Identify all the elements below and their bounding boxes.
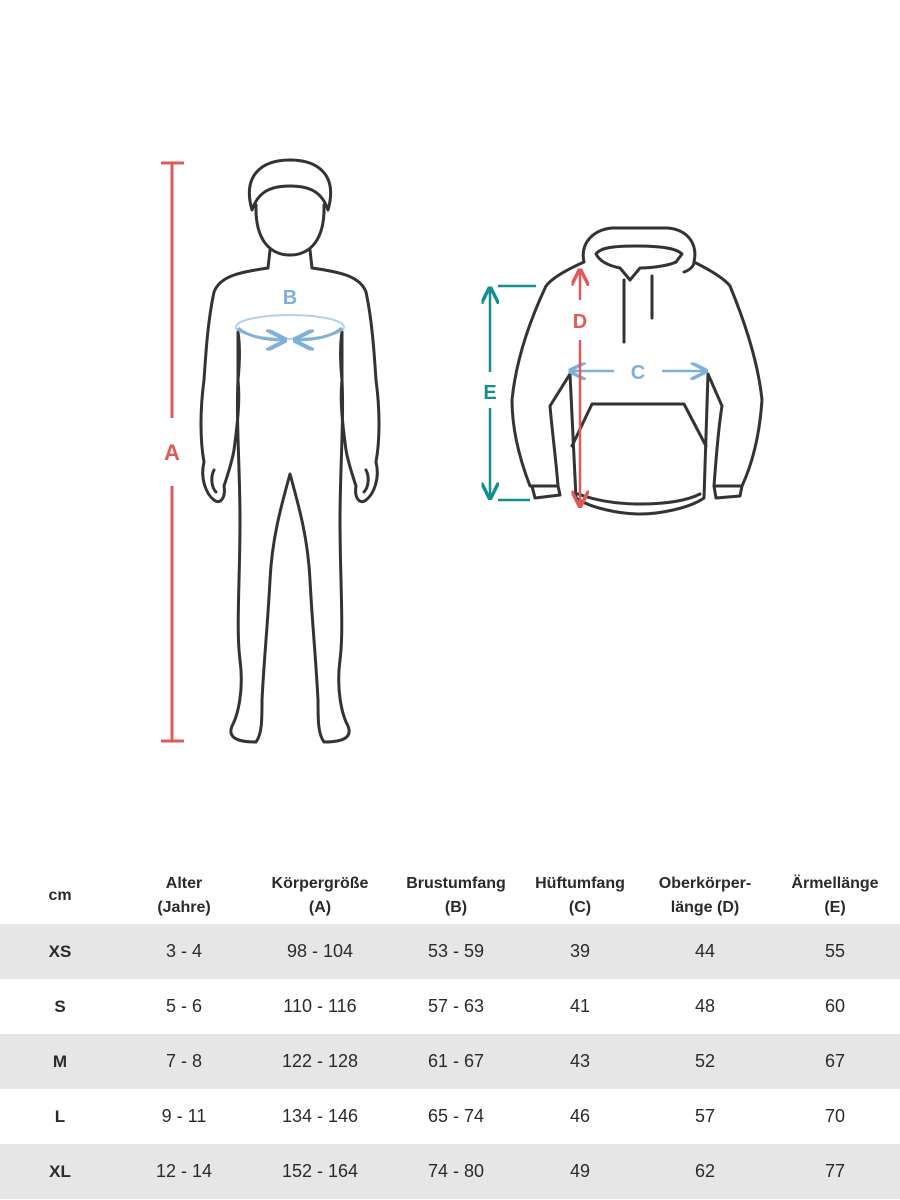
- hip-cell: 41: [569, 996, 591, 1016]
- header-sleeve-length: Ärmellänge (E): [791, 875, 879, 916]
- size-cell: S: [54, 996, 66, 1016]
- table-row: [0, 1034, 900, 1089]
- label-e: E: [483, 382, 497, 404]
- header-chest: Brustumfang (B): [406, 875, 506, 916]
- header-age: Alter (Jahre): [157, 875, 211, 916]
- header-hip: Hüftumfang (C): [535, 875, 625, 916]
- header-unit: cm: [48, 887, 72, 904]
- table-row: [0, 924, 900, 979]
- table-row: [0, 1089, 900, 1144]
- torso-cell: 57: [694, 1106, 716, 1126]
- hip-cell: 46: [569, 1106, 591, 1126]
- height-cell: 152 - 164: [248, 1144, 392, 1199]
- age-cell: 3 - 4: [120, 924, 248, 979]
- age-cell: 12 - 14: [120, 1144, 248, 1199]
- torso-cell: 48: [694, 996, 716, 1016]
- chest-cell: 61 - 67: [392, 1034, 520, 1089]
- height-cell: 134 - 146: [281, 1106, 359, 1126]
- chest-measure: [236, 315, 344, 340]
- table-row: [0, 1144, 900, 1199]
- label-a: A: [164, 440, 180, 465]
- chest-cell: 53 - 59: [392, 924, 520, 979]
- label-b: B: [282, 287, 298, 309]
- height-cell: 122 - 128: [248, 1034, 392, 1089]
- hip-cell: 49: [520, 1144, 640, 1199]
- torso-cell: 52: [640, 1034, 770, 1089]
- sleeve-cell: 60: [824, 996, 846, 1016]
- torso-cell: 44: [640, 924, 770, 979]
- table-header-row: [0, 868, 900, 924]
- chest-cell: 74 - 80: [392, 1144, 520, 1199]
- sleeve-cell: 67: [770, 1034, 900, 1089]
- hip-cell: 39: [520, 924, 640, 979]
- size-cell: XS: [0, 924, 120, 979]
- height-cell: 98 - 104: [248, 924, 392, 979]
- torso-cell: 62: [640, 1144, 770, 1199]
- chest-cell: 65 - 74: [427, 1106, 485, 1126]
- label-d: D: [572, 311, 588, 333]
- size-chart-table: [0, 868, 900, 1199]
- size-cell: L: [54, 1106, 66, 1126]
- size-cell: M: [0, 1034, 120, 1089]
- age-cell: 5 - 6: [165, 996, 203, 1016]
- header-height: Körpergröße (A): [271, 875, 369, 916]
- hip-cell: 43: [520, 1034, 640, 1089]
- chest-cell: 57 - 63: [427, 996, 485, 1016]
- sleeve-cell: 55: [770, 924, 900, 979]
- header-torso-length: Oberkörper- länge (D): [658, 875, 752, 916]
- age-cell: 9 - 11: [161, 1106, 207, 1126]
- table-row: [0, 979, 900, 1034]
- age-cell: 7 - 8: [120, 1034, 248, 1089]
- size-cell: XL: [0, 1144, 120, 1199]
- child-body-figure: [201, 160, 379, 742]
- sleeve-cell: 77: [770, 1144, 900, 1199]
- sleeve-cell: 70: [824, 1106, 846, 1126]
- label-c: C: [630, 362, 646, 384]
- height-cell: 110 - 116: [283, 996, 357, 1016]
